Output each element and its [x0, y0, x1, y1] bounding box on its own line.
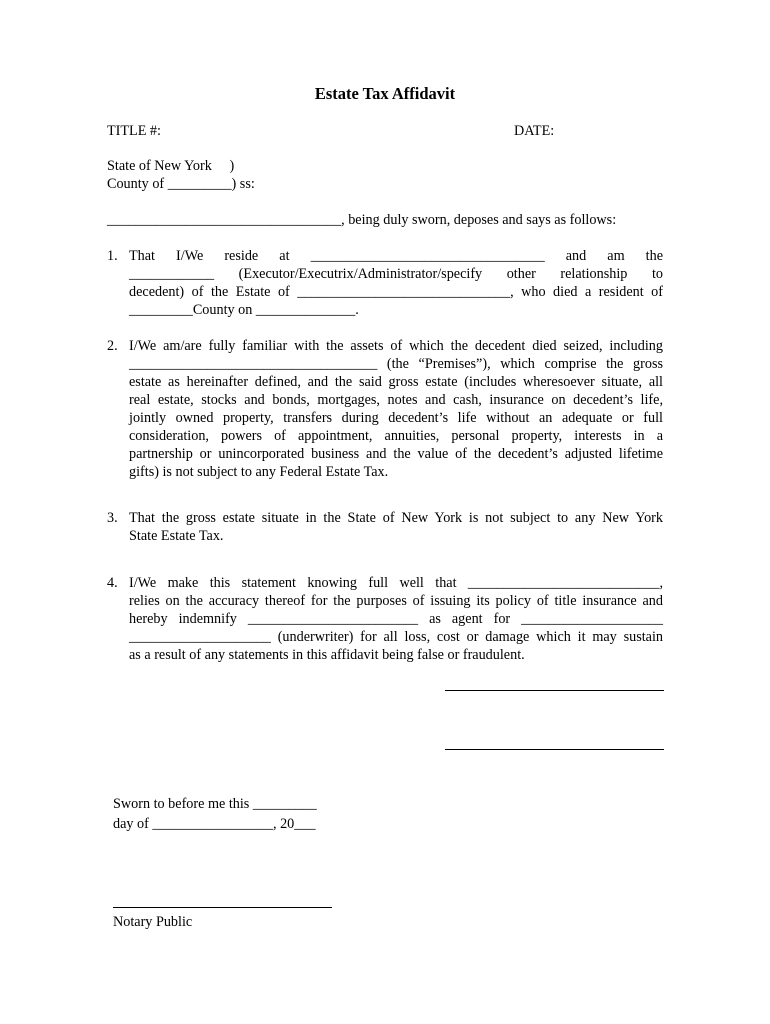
paragraph-2 — [107, 337, 663, 481]
paragraph-line: State Estate Tax. — [129, 528, 224, 544]
paragraph-line: _________County on ______________. — [129, 302, 359, 318]
sworn-statement-line: _________________________________, being duly sworn, deposes and says as follows: — [107, 212, 617, 228]
paragraph-line: estate as hereinafter defined, and the said gross estate (includes wheresoever situate, all — [129, 374, 663, 390]
paragraph-line: decedent) of the Estate of ______________________________, who died a resident of — [129, 284, 663, 300]
paragraph-1 — [107, 247, 663, 319]
date-label: DATE: — [514, 123, 555, 139]
paragraph-line: I/We am/are fully familiar with the assets of which the decedent died seized, including — [129, 338, 663, 354]
paragraph-line: relies on the accuracy thereof for the purposes of issuing its policy of title insurance and — [129, 593, 663, 609]
paragraph-number: 4. — [107, 575, 118, 591]
paragraph-line: gifts) is not subject to any Federal Estate Tax. — [129, 464, 389, 480]
paragraph-line: ____________ (Executor/Executrix/Administrator/specify other relationship to — [129, 266, 663, 282]
paragraph-number: 2. — [107, 338, 118, 354]
paragraph-line: I/We make this statement knowing full well that ___________________________, — [129, 575, 663, 591]
paragraph-line: as a result of any statements in this affidavit being false or fraudulent. — [129, 647, 525, 663]
venue-block — [107, 157, 255, 193]
title-number-label: TITLE #: — [107, 123, 161, 139]
paragraph-4 — [107, 574, 663, 664]
affiant-signature-line-1[interactable] — [445, 690, 664, 691]
paragraph-line: partnership or unincorporated business and the value of the decedent’s adjusted lifetime — [129, 446, 663, 462]
paragraph-text — [129, 574, 663, 664]
notary-jurat — [113, 795, 317, 835]
notary-public-label: Notary Public — [113, 914, 193, 930]
paragraph-number: 1. — [107, 248, 118, 264]
paragraph-text — [129, 247, 663, 319]
county-line: County of _________) ss: — [107, 176, 255, 192]
paragraph-3 — [107, 509, 663, 545]
paragraph-line: That the gross estate situate in the State of New York is not subject to any New York — [129, 510, 663, 526]
paragraph-line: consideration, powers of appointment, annuities, personal property, interests in a — [129, 428, 663, 444]
paragraph-number: 3. — [107, 510, 118, 526]
paragraph-text — [129, 509, 663, 545]
affiant-signature-line-2[interactable] — [445, 749, 664, 750]
paragraph-line: jointly owned property, transfers during decedent’s life without an adequate or full — [129, 410, 663, 426]
jurat-line: Sworn to before me this _________ — [113, 796, 317, 812]
state-line: State of New York ) — [107, 158, 235, 174]
paragraph-text — [129, 337, 663, 481]
document-title: Estate Tax Affidavit — [314, 84, 456, 103]
notary-signature-line[interactable] — [113, 907, 332, 908]
paragraph-line: real estate, stocks and bonds, mortgages, notes and cash, insurance on decedent’s life, — [129, 392, 663, 408]
paragraph-line: That I/We reside at _________________________________ and am the — [129, 248, 663, 264]
paragraph-line: ___________________________________ (the “Premises”), which comprise the gross — [129, 356, 663, 372]
jurat-line: day of _________________, 20___ — [113, 816, 316, 832]
paragraph-line: hereby indemnify ________________________ as agent for ____________________ — [129, 611, 663, 627]
paragraph-line: ____________________ (underwriter) for all loss, cost or damage which it may sustain — [129, 629, 663, 645]
